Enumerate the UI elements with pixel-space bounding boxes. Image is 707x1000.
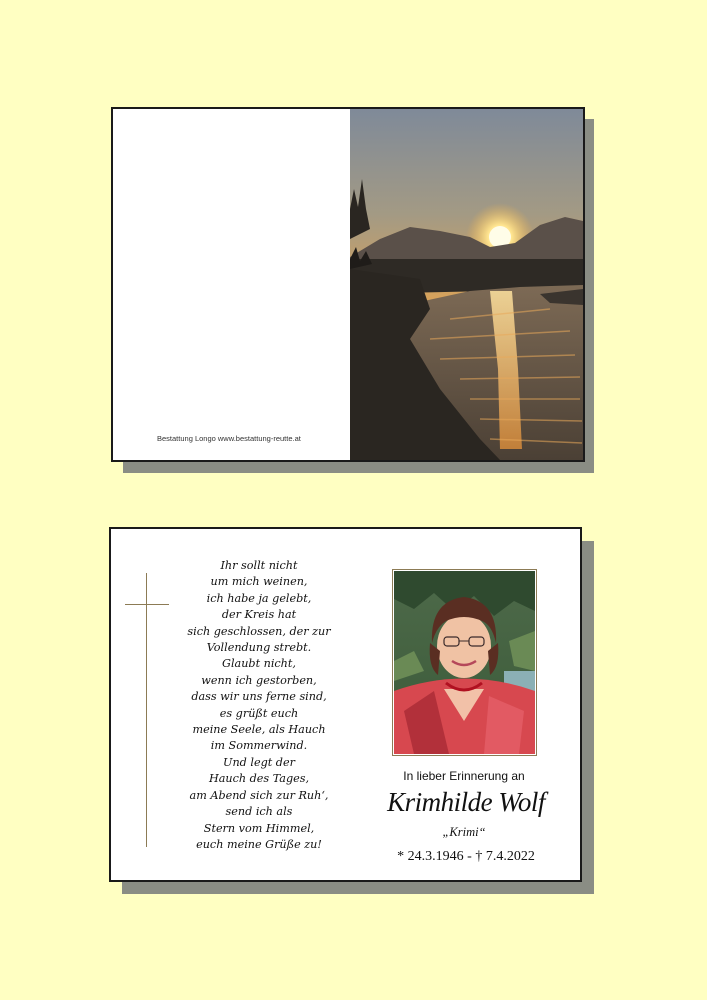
deceased-nickname: „Krimi“ <box>442 825 486 839</box>
sunset-river-photo <box>350 109 583 460</box>
poem-line: um mich weinen, <box>210 575 308 589</box>
poem-line: wenn ich gestorben, <box>201 673 317 687</box>
poem-line: Und legt der <box>223 755 295 769</box>
poem-line: dass wir uns ferne sind, <box>191 690 327 704</box>
poem-line: Hauch des Tages, <box>208 772 310 786</box>
poem-line: ich habe ja gelebt, <box>206 591 312 605</box>
cross-icon-bar <box>125 604 169 605</box>
poem-line: Glaubt nicht, <box>222 657 296 671</box>
deceased-name: Krimhilde Wolf <box>387 787 545 817</box>
cross-icon <box>146 573 147 847</box>
poem-line: Vollendung strebt. <box>206 641 312 655</box>
funeral-home-imprint: Bestattung Longo www.bestattung-reutte.at <box>157 434 301 443</box>
poem-line: Stern vom Himmel, <box>203 821 315 835</box>
poem-line: am Abend sich zur Ruh‘, <box>189 788 329 802</box>
poem-line: Ihr sollt nicht <box>220 559 298 572</box>
poem-line: euch meine Grüße zu! <box>196 837 322 851</box>
poem-line: send ich als <box>225 805 293 819</box>
poem <box>167 558 351 853</box>
inner-card <box>109 527 582 882</box>
poem-line: es grüßt euch <box>219 706 299 720</box>
life-dates: * 24.3.1946 - † 7.4.2022 <box>397 849 535 864</box>
portrait-photo <box>392 569 537 756</box>
outer-card <box>111 107 585 462</box>
poem-line: sich geschlossen, der zur <box>187 624 331 638</box>
poem-line: im Sommerwind. <box>210 739 308 753</box>
in-memory-label: In lieber Erinnerung an <box>403 769 525 783</box>
poem-line: der Kreis hat <box>221 608 297 622</box>
poem-line: meine Seele, als Hauch <box>192 723 326 737</box>
